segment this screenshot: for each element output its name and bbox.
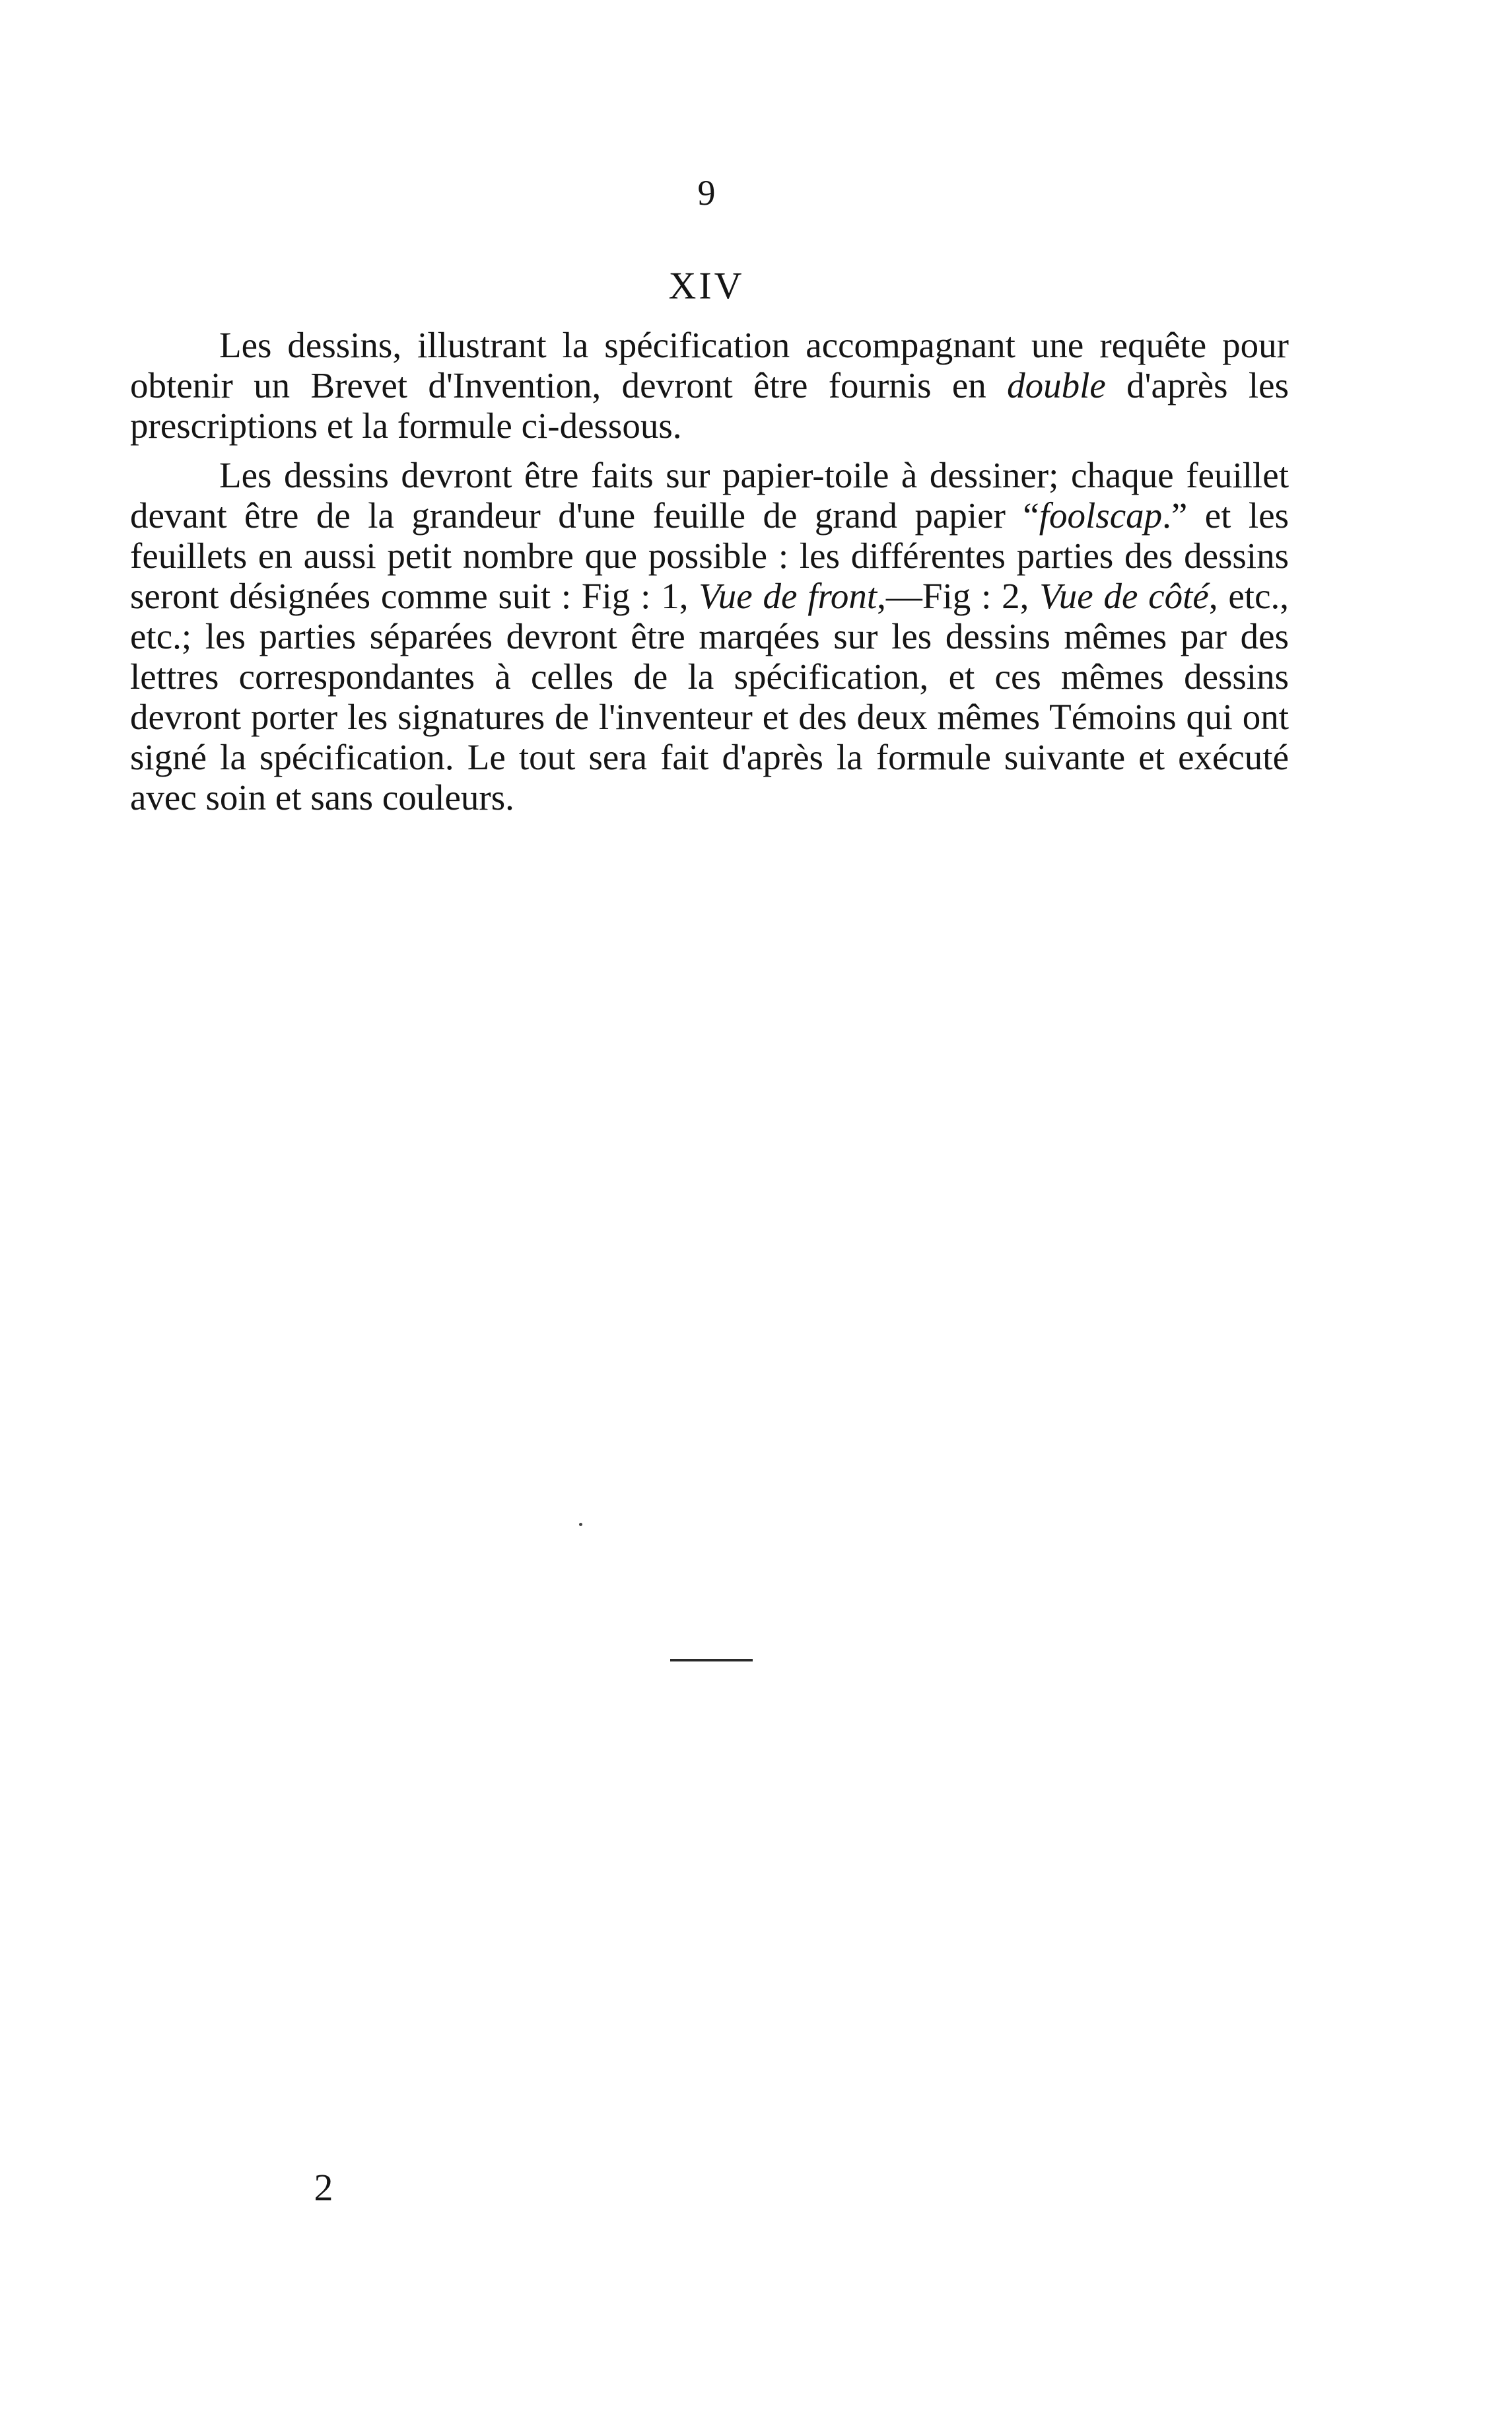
signature-mark: 2 [314, 2166, 333, 2209]
italic-segment: foolscap [1039, 495, 1163, 536]
paragraph-drawings-in-duplicate [130, 325, 1289, 446]
text-segment: Les dessins devront être faits sur papier-toile à dessiner; chaque feuillet devant être de la grandeur d'une feuille de grand papier “ [130, 455, 1289, 536]
italic-segment: Vue de côté [1039, 576, 1209, 616]
paragraph-drawing-requirements [130, 455, 1289, 818]
italic-segment: Vue de front [699, 576, 877, 616]
italic-segment: double [1007, 365, 1106, 405]
section-end-rule [670, 1659, 753, 1661]
text-segment: ,—Fig : 2, [877, 576, 1040, 616]
text-segment: .” et les feuillets en aussi petit nombre que possible : les différentes parties des dessins seront désignées comme suit : Fig : 1, [130, 495, 1289, 616]
stray-dot [579, 1523, 582, 1526]
section-heading: XIV [668, 264, 745, 307]
page-number: 9 [697, 173, 716, 213]
text-segment: Les dessins, illustrant la spécification accompagnant une requête pour obtenir un Brevet d'Invention, devront être fournis en [130, 325, 1289, 405]
body-text [130, 325, 1289, 818]
text-segment: , etc., etc.; les parties séparées devront être marqées sur les dessins mêmes par des lettres correspondantes à celles de la spécification, et ces mêmes dessins devront porter les signatures de l'inventeur et des deux mêmes Témoins qui ont signé la spécification. Le tout sera fait d'après la formule suivante et exécuté avec soin et sans couleurs. [130, 576, 1289, 818]
text-segment: d'après les prescriptions et la formule ci-dessous. [130, 365, 1289, 446]
